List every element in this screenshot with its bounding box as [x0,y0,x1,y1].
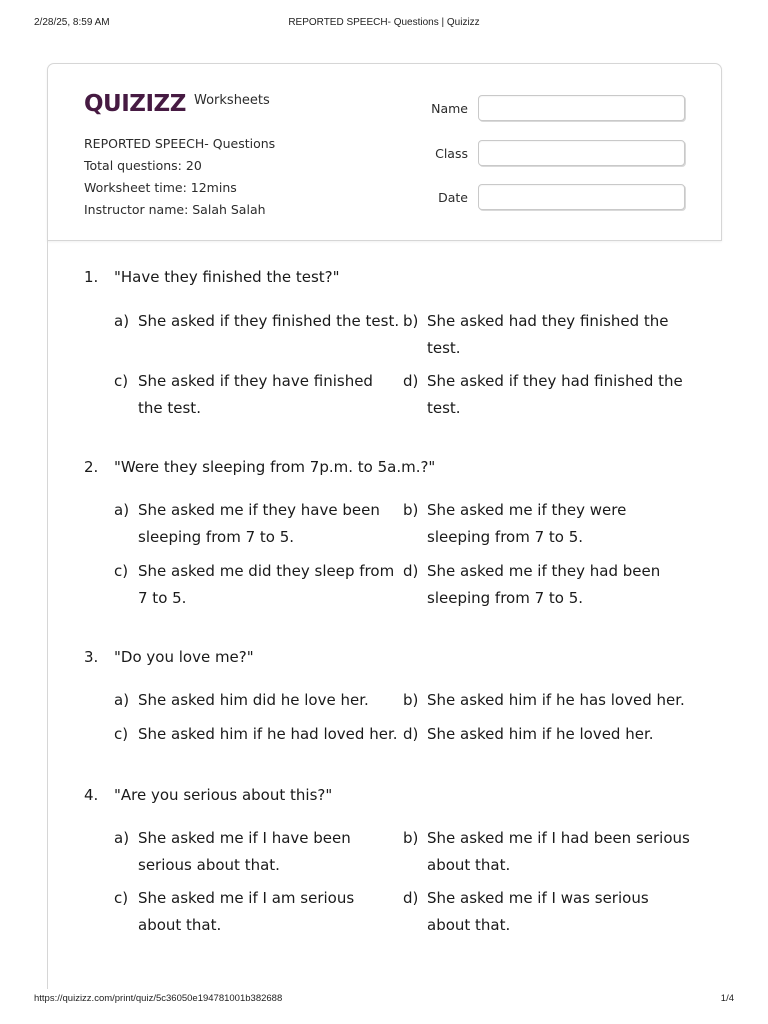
option-letter: a) [114,312,130,330]
option-letter: c) [114,562,129,580]
name-label: Name [431,101,468,116]
option-letter: d) [403,725,419,743]
option-3a[interactable] [114,687,402,714]
print-url[interactable]: https://quizizz.com/print/quiz/5c36050e194781001b382688 [34,993,283,1004]
class-label: Class [435,145,468,161]
question-text: "Do you love me?" [114,648,254,666]
option-2d[interactable] [403,558,693,611]
option-text: She asked me if I am serious about that. [138,889,355,934]
date-field[interactable] [478,184,685,210]
option-text: She asked him if he has loved her. [427,691,685,709]
question-number: 3. [84,648,99,666]
question-number: 1. [84,268,99,286]
print-footer [34,993,734,1007]
total-questions: Total questions: 20 [84,158,202,173]
option-text: She asked if they finished the test. [138,312,400,330]
option-letter: c) [114,889,129,907]
question-text: "Are you serious about this?" [114,786,333,804]
class-field[interactable] [478,140,685,166]
option-text: She asked me did they sleep from 7 to 5. [138,562,395,607]
question-2 [84,458,435,476]
option-letter: b) [403,691,419,709]
option-2b[interactable] [403,497,693,550]
option-text: She asked if they had finished the test. [427,372,683,417]
option-text: She asked him did he love her. [138,691,369,709]
option-text: She asked him if he had loved her. [138,725,398,743]
option-3d[interactable] [403,721,693,748]
question-number: 2. [84,458,99,476]
option-2c[interactable] [114,558,402,611]
option-text: She asked me if they have been sleeping from 7 to 5. [138,501,380,546]
quizizz-logo [84,88,188,116]
option-3b[interactable] [403,687,693,714]
page-number: 1/4 [720,993,734,1004]
print-page-title: REPORTED SPEECH- Questions | Quizizz [288,17,480,28]
option-1a[interactable] [114,308,402,335]
worksheet-time: Worksheet time: 12mins [84,180,237,195]
option-4b[interactable] [403,825,693,878]
option-letter: d) [403,372,419,390]
option-text: She asked if they have finished the test. [138,372,373,417]
option-text: She asked had they finished the test. [427,312,669,357]
worksheet-header-card [47,63,722,241]
date-label: Date [438,190,468,205]
option-text: She asked me if I have been serious about that. [138,829,351,874]
instructor-name: Instructor name: Salah Salah [84,202,266,217]
option-letter: a) [114,501,130,519]
brand-subtitle: Worksheets [194,93,270,108]
option-text: She asked me if I was serious about that. [427,889,649,934]
option-letter: b) [403,501,419,519]
question-number: 4. [84,786,99,804]
name-field[interactable] [478,95,685,121]
option-letter: c) [114,372,129,390]
option-text: She asked him if he loved her. [427,725,654,743]
question-text: "Have they finished the test?" [114,268,340,286]
option-letter: a) [114,829,130,847]
quizizz-logo-mark [84,88,188,116]
option-4a[interactable] [114,825,402,878]
option-1c[interactable] [114,368,402,421]
question-4 [84,786,332,804]
option-1d[interactable] [403,368,693,421]
question-text: "Were they sleeping from 7p.m. to 5a.m.?" [114,458,436,476]
option-letter: b) [403,312,419,330]
page-left-rule [47,241,48,989]
question-1 [84,268,340,286]
worksheet-title: REPORTED SPEECH- Questions [84,136,276,151]
option-1b[interactable] [403,308,693,361]
option-letter: c) [114,725,129,743]
svg-text:QUIZIZZ: QUIZIZZ [84,91,186,116]
option-text: She asked me if they were sleeping from 7 to 5. [427,501,627,546]
option-3c[interactable] [114,721,402,748]
option-letter: b) [403,829,419,847]
worksheet-meta [84,133,275,221]
print-datetime: 2/28/25, 8:59 AM [34,17,110,28]
option-text: She asked me if I had been serious about that. [427,829,690,874]
option-text: She asked me if they had been sleeping from 7 to 5. [427,562,661,607]
option-letter: a) [114,691,130,709]
print-header [34,17,734,31]
option-letter: d) [403,562,419,580]
option-4c[interactable] [114,885,402,938]
option-letter: d) [403,889,419,907]
option-2a[interactable] [114,497,402,550]
option-4d[interactable] [403,885,693,938]
question-3 [84,648,254,666]
